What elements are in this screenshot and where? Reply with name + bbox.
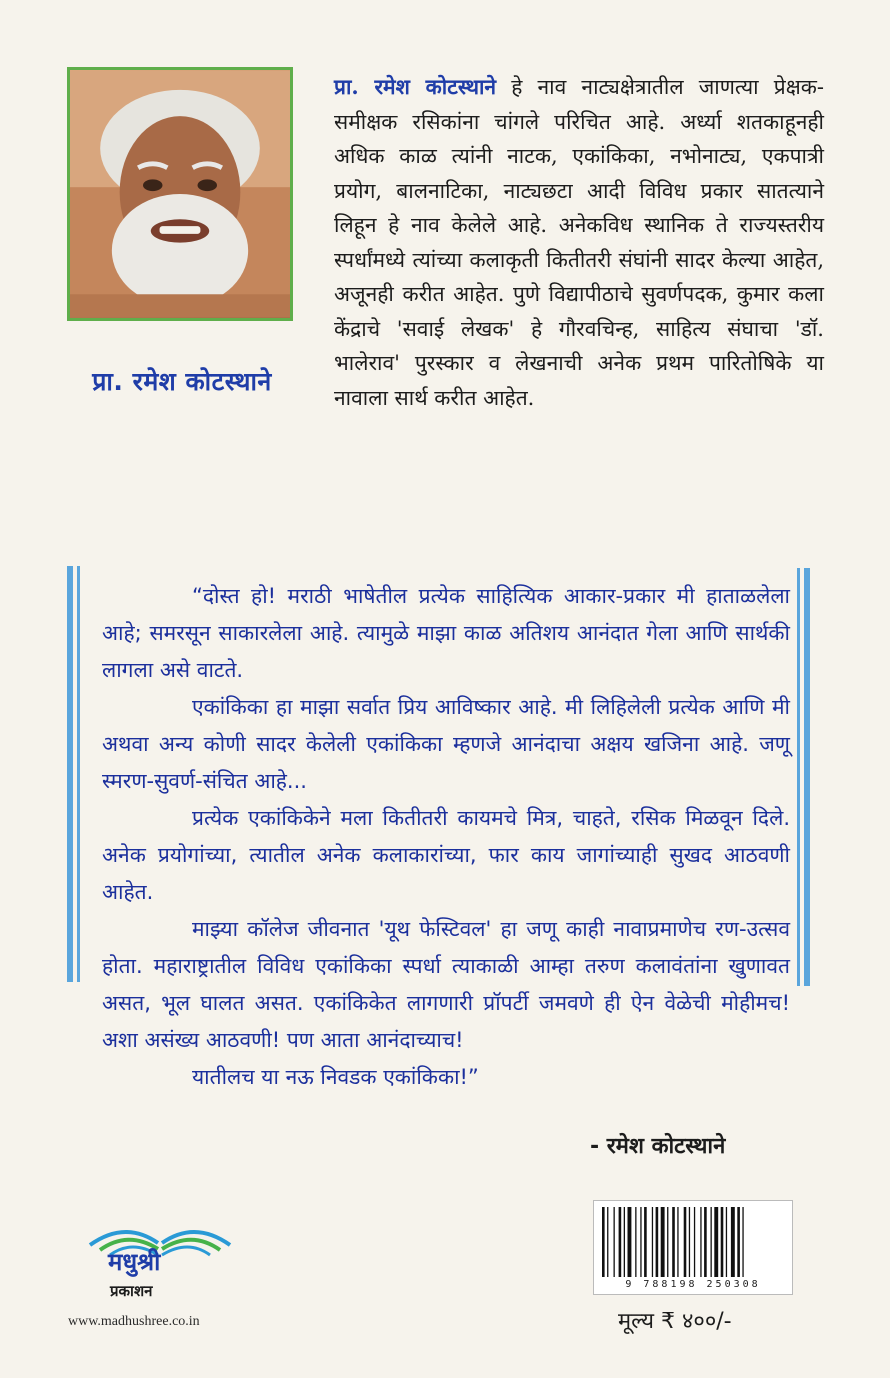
publisher-subtitle: प्रकाशन [110,1282,153,1300]
quote-paragraph: एकांकिका हा माझा सर्वात प्रिय आविष्कार आहे. मी लिहिलेली प्रत्येक आणि मी अथवा अन्य कोणी सादर केलेली एकांकिका म्हणजे आनंदाचा अक्षय खजिना आहे. जणू स्मरण-सुवर्ण-संचित आहे... [102,695,790,793]
author-quote [102,578,790,1096]
quote-border-right-inner [797,568,800,986]
bio-author-name: प्रा. रमेश कोटस्थाने [334,74,497,99]
quote-signature: - रमेश कोटस्थाने [590,1134,726,1159]
barcode-icon [600,1207,786,1277]
author-bio [334,70,824,415]
quote-paragraph: “दोस्त हो! मराठी भाषेतील प्रत्येक साहित्यिक आकार-प्रकार मी हाताळलेला आहे; समरसून साकारलेला आहे. त्यामुळे माझा काळ अतिशय आनंदात गेला आणि सार्थकी लागला असे वाटते. [102,584,790,682]
author-portrait-illustration [70,70,290,318]
quote-paragraph: माझ्या कॉलेज जीवनात 'यूथ फेस्टिवल' हा जणू काही नावाप्रमाणेच रण-उत्सव होता. महाराष्ट्रातील विविध एकांकिका स्पर्धा त्याकाळी आम्हा तरुण कलावंतांना खुणावत असत, भूल घालत असत. एकांकिकेत लागणारी प्रॉपर्टी जमवणे ही ऐन वेळेची मोहीमच! अशा असंख्य आठवणी! पण आता आनंदाच्याच! [102,917,790,1052]
bio-text: हे नाव नाट्यक्षेत्रातील जाणत्या प्रेक्षक-समीक्षक रसिकांना चांगले परिचित आहे. अर्ध्या शतकाहूनही अधिक काळ त्यांनी नाटक, एकांकिका, नभोनाट्य, एकपात्री प्रयोग, बालनाटिका, नाट्यछटा आदी विविध प्रकार सातत्याने लिहून हे नाव केलेले आहे. अनेकविध स्थानिक ते राज्यस्तरीय स्पर्धांमध्ये त्यांच्या कलाकृती कितीतरी संघांनी सादर केल्या आहेत, अजूनही करीत आहेत. पुणे विद्यापीठाचे सुवर्णपदक, कुमार कला केंद्राचे 'सवाई लेखक' हे गौरवचिन्ह, साहित्य संघाचा 'डॉ. भालेराव' पुरस्कार व लेखनाची अनेक प्रथम पारितोषिके या नावाला सार्थ करीत आहेत. [334,75,824,410]
publisher-website: www.madhushree.co.in [68,1314,200,1329]
quote-border-left [67,566,73,982]
quote-border-right [804,568,810,986]
barcode-digits: 9 788198 250308 [625,1279,761,1290]
author-photo [67,67,293,321]
quote-paragraph: यातीलच या नऊ निवडक एकांकिका!” [192,1065,479,1089]
publisher-name: मधुश्री [108,1248,161,1276]
price: मूल्य ₹ ४००/- [618,1309,732,1334]
isbn-barcode [593,1200,793,1295]
quote-border-left-inner [77,566,80,982]
author-caption: प्रा. रमेश कोटस्थाने [92,367,272,396]
quote-paragraph: प्रत्येक एकांकिकेने मला कितीतरी कायमचे मित्र, चाहते, रसिक मिळवून दिले. अनेक प्रयोगांच्या, त्यातील अनेक कलाकारांच्या, फार काय जागांच्याही सुखद आठवणी आहेत. [102,806,790,904]
